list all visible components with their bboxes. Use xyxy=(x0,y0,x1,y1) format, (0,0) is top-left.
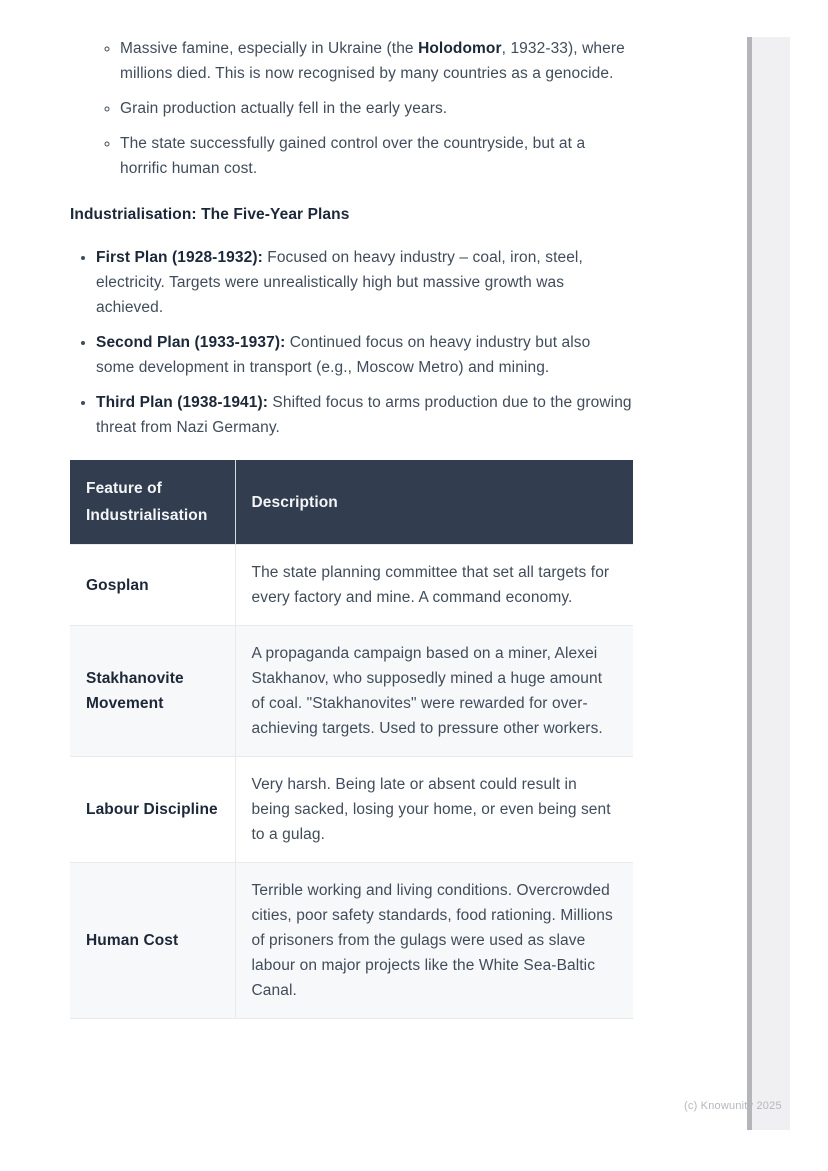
scrollbar[interactable] xyxy=(747,37,790,1130)
list-item xyxy=(96,390,633,440)
industrialisation-feature-table xyxy=(70,460,633,1019)
list-item-bold-text: Holodomor xyxy=(418,40,502,57)
watermark-text: (c) Knowunity 2025 xyxy=(684,1100,782,1112)
description-cell: The state planning committee that set all targets for every factory and mine. A command economy. xyxy=(235,545,633,626)
list-item-text: , 1932-33), where millions died. This is now recognised by many countries as a genocide. xyxy=(120,40,625,82)
table-row xyxy=(70,863,633,1019)
table-row xyxy=(70,626,633,757)
plan-title: Second Plan (1933-1937): xyxy=(96,334,286,351)
plan-title: First Plan (1928-1932): xyxy=(96,249,263,266)
plan-text: Shifted focus to arms production due to the growing threat from Nazi Germany. xyxy=(96,394,632,436)
list-item xyxy=(120,96,633,121)
table-body xyxy=(70,545,633,1019)
list-item-text: The state successfully gained control over the countryside, but at a horrific human cost. xyxy=(120,135,586,177)
feature-cell: Stakhanovite Movement xyxy=(70,626,235,757)
table-row xyxy=(70,545,633,626)
column-header-feature: Feature of Industrialisation xyxy=(70,460,235,545)
feature-cell: Labour Discipline xyxy=(70,757,235,863)
plan-title: Third Plan (1938-1941): xyxy=(96,394,268,411)
column-header-description: Description xyxy=(235,460,633,545)
document-page xyxy=(70,36,633,1019)
list-item-text: Grain production actually fell in the early years. xyxy=(120,100,448,117)
list-item xyxy=(96,330,633,380)
collectivisation-effects-list xyxy=(70,36,633,181)
table-row xyxy=(70,757,633,863)
plan-text: Continued focus on heavy industry but also some development in transport (e.g., Moscow Metro) and mining. xyxy=(96,334,591,376)
plan-text: Focused on heavy industry – coal, iron, steel, electricity. Targets were unrealistically high but massive growth was achieved. xyxy=(96,249,583,316)
table-header-row xyxy=(70,460,633,545)
description-cell: A propaganda campaign based on a miner, Alexei Stakhanov, who supposedly mined a huge amount of coal. "Stakhanovites" were rewarded for over-achieving targets. Used to pressure other workers. xyxy=(235,626,633,757)
feature-cell: Gosplan xyxy=(70,545,235,626)
list-item xyxy=(96,245,633,320)
five-year-plans-list xyxy=(70,245,633,440)
list-item xyxy=(120,131,633,181)
section-heading: Industrialisation: The Five-Year Plans xyxy=(70,206,350,223)
description-cell: Terrible working and living conditions. Overcrowded cities, poor safety standards, food rationing. Millions of prisoners from the gulags were used as slave labour on major projects like the White Sea-Baltic Canal. xyxy=(235,863,633,1019)
list-item-text: Massive famine, especially in Ukraine (the xyxy=(120,40,419,57)
feature-cell: Human Cost xyxy=(70,863,235,1019)
list-item xyxy=(120,36,633,86)
table-header xyxy=(70,460,633,545)
description-cell: Very harsh. Being late or absent could result in being sacked, losing your home, or even being sent to a gulag. xyxy=(235,757,633,863)
